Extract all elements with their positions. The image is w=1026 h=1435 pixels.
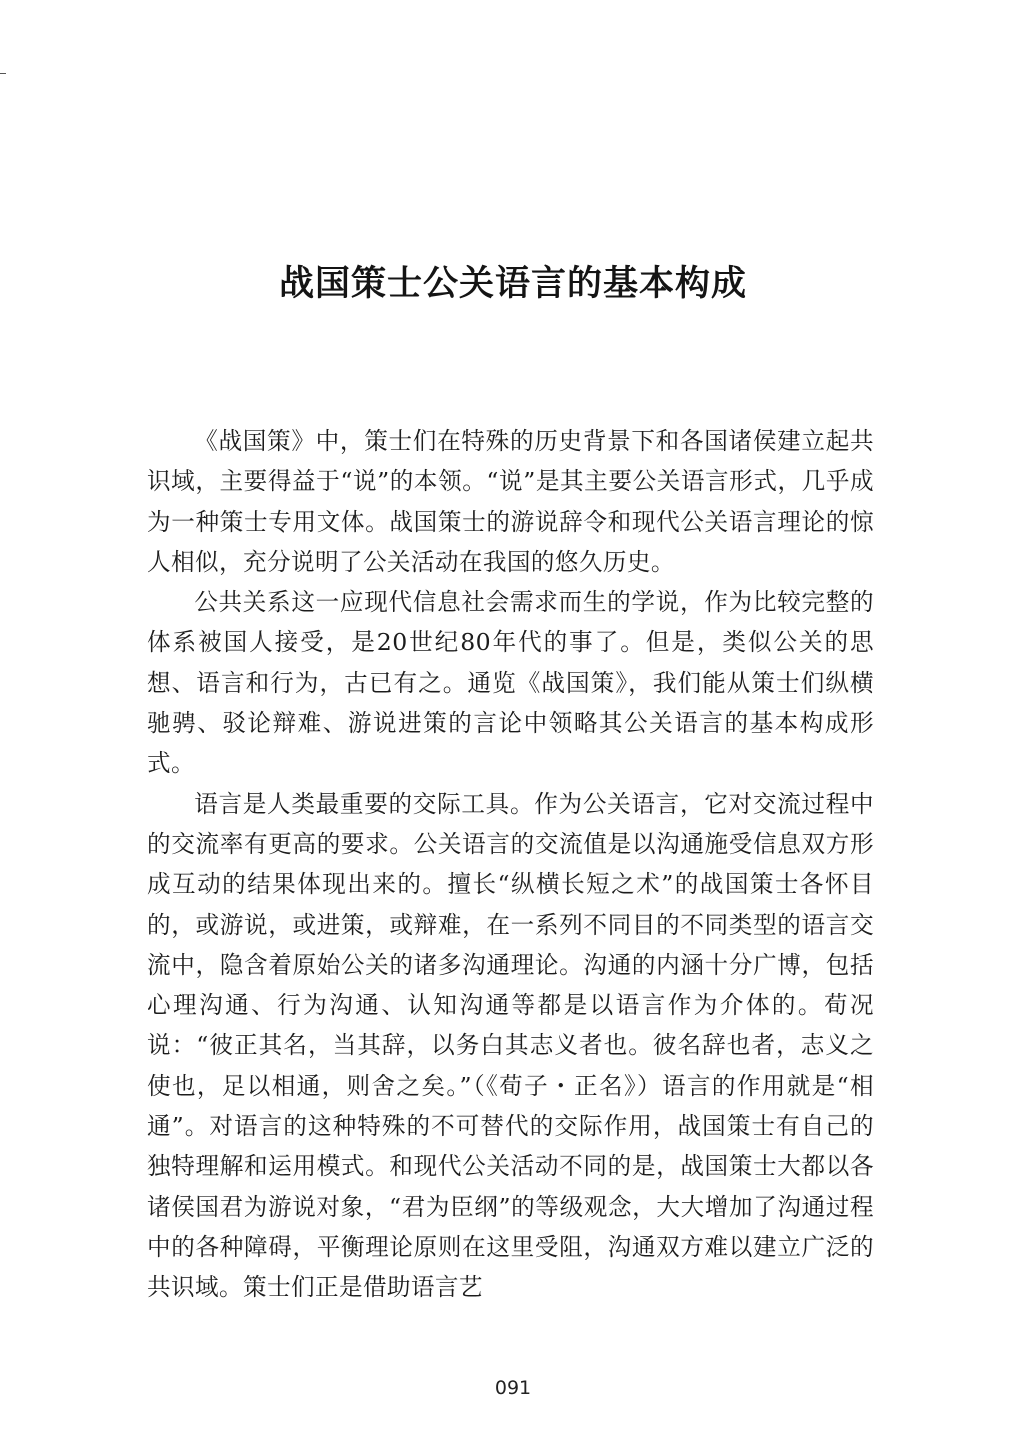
page-number: 091 bbox=[494, 1377, 532, 1399]
paragraph: 语言是人类最重要的交际工具。作为公关语言，它对交流过程中的交流率有更高的要求。公关语言的交流值是以沟通施受信息双方形成互动的结果体现出来的。擅长“纵横长短之术”的战国策士各怀目的，或游说，或进策，或辩难，在一系列不同目的不同类型的语言交流中，隐含着原始公关的诸多沟通理论。沟通的内涵十分广博，包括心理沟通、行为沟通、认知沟通等都是以语言作为介体的。荀况说：“彼正其名，当其辞，以务白其志义者也。彼名辞也者，志义之使也，足以相通，则舍之矣。”（《荀子・正名》）语言的作用就是“相通”。对语言的这种特殊的不可替代的交际作用，战国策士有自己的独特理解和运用模式。和现代公关活动不同的是，战国策士大都以各诸侯国君为游说对象，“君为臣纲”的等级观念，大大增加了沟通过程中的各种障碍，平衡理论原则在这里受阻，沟通双方难以建立广泛的共识域。策士们正是借助语言艺 bbox=[147, 789, 874, 1302]
paragraph: 公共关系这一应现代信息社会需求而生的学说，作为比较完整的体系被国人接受，是20世纪80年代的事了。但是，类似公关的思想、语言和行为，古已有之。通览《战国策》，我们能从策士们纵横驰骋、驳论辩难、游说进策的言论中领略其公关语言的基本构成形式。 bbox=[147, 588, 874, 778]
chapter-title: 战国策士公关语言的基本构成 bbox=[278, 264, 747, 304]
body-text bbox=[147, 421, 874, 1308]
paragraph: 《战国策》中，策士们在特殊的历史背景下和各国诸侯建立起共识域，主要得益于“说”的本领。“说”是其主要公关语言形式，几乎成为一种策士专用文体。战国策士的游说辞令和现代公关语言理论的惊人相似，充分说明了公关活动在我国的悠久历史。 bbox=[147, 427, 874, 576]
margin-crop-mark bbox=[0, 73, 6, 74]
